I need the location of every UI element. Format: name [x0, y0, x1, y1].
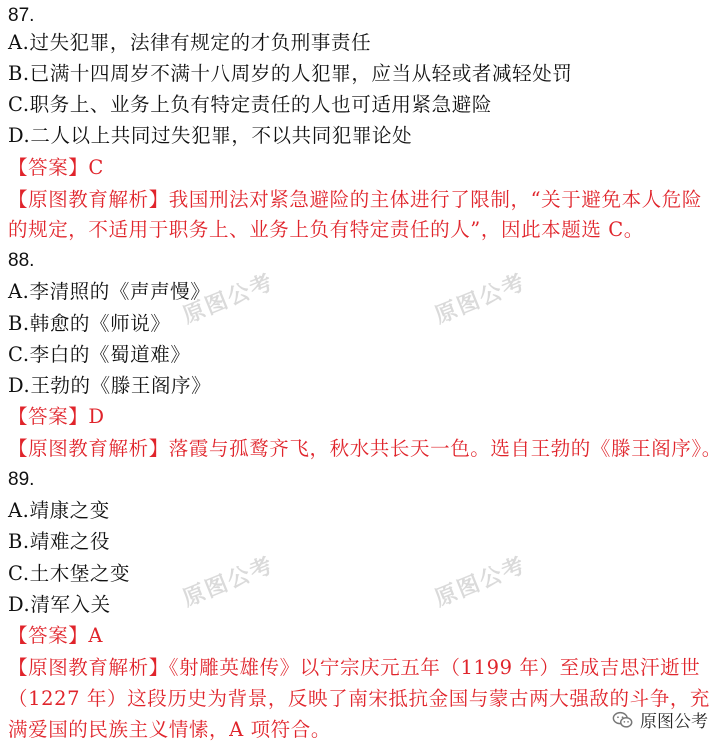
account-name: 原图公考	[640, 712, 708, 732]
q87-analysis-line-2: 的规定，不适用于职务上、业务上负有特定责任的人”，因此本题选 C。	[8, 218, 644, 241]
q88-analysis-line-1: 【原图教育解析】落霞与孤鹜齐飞，秋水共长天一色。选自王勃的《滕王阁序》。	[8, 437, 722, 460]
watermark: 原图公考	[179, 269, 278, 329]
question-88-number: 88.	[8, 250, 35, 271]
wechat-icon	[612, 709, 634, 731]
account-badge	[612, 707, 708, 732]
watermark: 原图公考	[179, 552, 278, 612]
q89-analysis-line-1: 【原图教育解析】《射雕英雄传》以宁宗庆元五年（1199 年）至成吉思汗逝世	[8, 656, 701, 679]
q88-option-d: D.王勃的《滕王阁序》	[8, 374, 212, 397]
q88-option-b: B.韩愈的《师说》	[8, 312, 171, 335]
q87-option-b: B.已满十四周岁不满十八周岁的人犯罪，应当从轻或者减轻处罚	[8, 62, 573, 85]
question-89-number: 89.	[8, 469, 35, 490]
question-87-number: 87.	[8, 5, 35, 26]
q89-option-b: B.靖难之役	[8, 530, 111, 553]
q87-analysis-line-1: 【原图教育解析】我国刑法对紧急避险的主体进行了限制，“关于避免本人危险	[8, 188, 702, 211]
q87-option-a: A.过失犯罪，法律有规定的才负刑事责任	[8, 31, 372, 54]
q89-analysis-line-2: （1227 年）这段历史为背景，反映了南宋抵抗金国与蒙古两大强敌的斗争，充	[8, 687, 711, 710]
q88-option-a: A.李清照的《声声慢》	[8, 280, 211, 303]
watermark: 原图公考	[431, 552, 530, 612]
watermark: 原图公考	[431, 269, 530, 329]
q89-analysis-line-3: 满爱国的民族主义情愫，A 项符合。	[8, 718, 331, 741]
q89-option-a: A.靖康之变	[8, 499, 110, 522]
q87-answer: 【答案】C	[8, 156, 104, 179]
q87-option-d: D.二人以上共同过失犯罪，不以共同犯罪论处	[8, 124, 413, 147]
q89-option-d: D.清军入关	[8, 593, 111, 616]
q89-option-c: C.土木堡之变	[8, 562, 131, 585]
q89-answer: 【答案】A	[8, 624, 104, 647]
q88-option-c: C.李白的《蜀道难》	[8, 343, 191, 366]
q87-option-c: C.职务上、业务上负有特定责任的人也可适用紧急避险	[8, 93, 492, 116]
q88-answer: 【答案】D	[8, 405, 105, 428]
